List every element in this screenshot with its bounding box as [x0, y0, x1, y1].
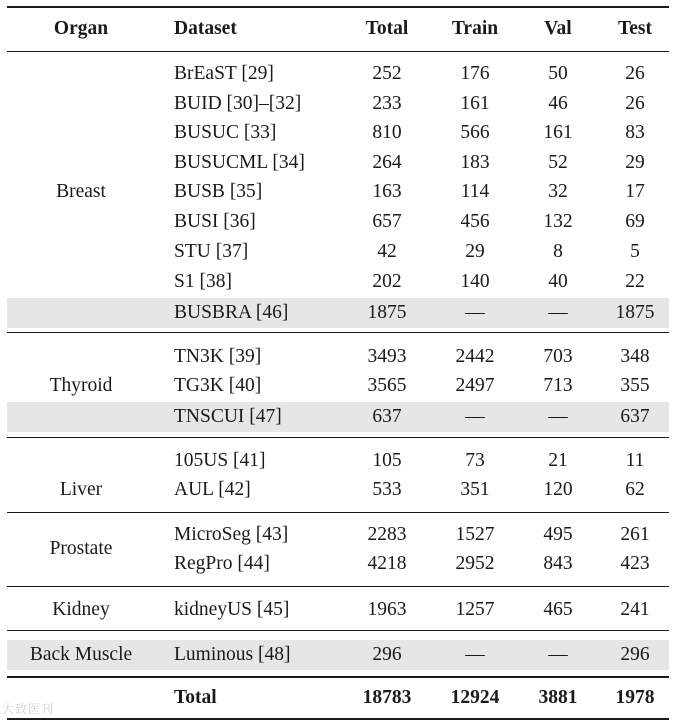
total-cell: 3493 — [367, 346, 407, 367]
group-rule — [7, 512, 669, 513]
watermark-text: 大致医刊 — [2, 702, 55, 716]
total-cell: 264 — [372, 152, 402, 173]
footer-label: Total — [174, 687, 217, 708]
total-cell: 2283 — [367, 524, 407, 545]
val-cell: 32 — [548, 181, 568, 202]
total-cell: 3565 — [367, 375, 407, 396]
total-cell: 1963 — [367, 599, 407, 620]
table-row — [7, 475, 669, 505]
organ-prostate: Prostate — [49, 538, 113, 559]
test-cell: 1875 — [615, 302, 655, 323]
bottom-rule — [7, 718, 669, 720]
table-row — [7, 549, 669, 579]
test-cell: 355 — [620, 375, 650, 396]
header-organ: Organ — [53, 18, 109, 39]
test-cell: 62 — [625, 479, 645, 500]
table-row — [7, 298, 669, 328]
table-row — [7, 402, 669, 432]
val-cell: — — [548, 644, 568, 665]
val-cell: 843 — [543, 553, 573, 574]
total-row — [7, 683, 669, 713]
train-cell: 183 — [460, 152, 490, 173]
train-cell: — — [465, 406, 485, 427]
train-cell: 2952 — [455, 553, 495, 574]
test-cell: 261 — [620, 524, 650, 545]
table-row — [7, 89, 669, 119]
total-cell: 233 — [372, 93, 402, 114]
organ-back-muscle: Back Muscle — [29, 644, 133, 665]
val-cell: 50 — [548, 63, 568, 84]
val-cell: 21 — [548, 450, 568, 471]
dataset-cell: 105US [41] — [174, 450, 266, 471]
total-cell: 657 — [372, 211, 402, 232]
test-cell: 348 — [620, 346, 650, 367]
total-cell: 1875 — [367, 302, 407, 323]
group-rule — [7, 332, 669, 333]
total-cell: 42 — [377, 241, 397, 262]
dataset-cell: TG3K [40] — [174, 375, 262, 396]
total-cell: 163 — [372, 181, 402, 202]
dataset-cell: BrEaST [29] — [174, 63, 274, 84]
group-rule — [7, 437, 669, 438]
table-row — [7, 267, 669, 297]
val-cell: — — [548, 302, 568, 323]
dataset-cell: BUSBRA [46] — [174, 302, 289, 323]
train-cell: 1257 — [455, 599, 495, 620]
dataset-cell: S1 [38] — [174, 271, 232, 292]
dataset-cell: AUL [42] — [174, 479, 251, 500]
total-cell: 533 — [372, 479, 402, 500]
table-row — [7, 342, 669, 372]
table-row — [7, 237, 669, 267]
val-cell: — — [548, 406, 568, 427]
total-cell: 202 — [372, 271, 402, 292]
val-cell: 465 — [543, 599, 573, 620]
dataset-cell: BUSB [35] — [174, 181, 263, 202]
test-cell: 11 — [625, 450, 645, 471]
table-row — [7, 371, 669, 401]
val-cell: 495 — [543, 524, 573, 545]
test-cell: 637 — [620, 406, 650, 427]
total-cell: 252 — [372, 63, 402, 84]
val-cell: 132 — [543, 211, 573, 232]
organ-kidney: Kidney — [52, 599, 110, 620]
train-cell: 140 — [460, 271, 490, 292]
header-train: Train — [451, 18, 499, 39]
table-row — [7, 177, 669, 207]
test-cell: 241 — [620, 599, 650, 620]
footer-train: 12924 — [450, 687, 500, 708]
dataset-cell: kidneyUS [45] — [174, 599, 290, 620]
total-cell: 637 — [372, 406, 402, 427]
table-row — [7, 118, 669, 148]
val-cell: 120 — [543, 479, 573, 500]
table-row — [7, 595, 669, 625]
test-cell: 423 — [620, 553, 650, 574]
val-cell: 713 — [543, 375, 573, 396]
train-cell: — — [465, 302, 485, 323]
train-cell: 2442 — [455, 346, 495, 367]
total-cell: 810 — [372, 122, 402, 143]
test-cell: 83 — [625, 122, 645, 143]
test-cell: 69 — [625, 211, 645, 232]
footer-val: 3881 — [538, 687, 578, 708]
val-cell: 52 — [548, 152, 568, 173]
test-cell: 22 — [625, 271, 645, 292]
dataset-cell: BUID [30]–[32] — [174, 93, 302, 114]
top-rule — [7, 6, 669, 8]
train-cell: 566 — [460, 122, 490, 143]
train-cell: 351 — [460, 479, 490, 500]
train-cell: 176 — [460, 63, 490, 84]
train-cell: 73 — [465, 450, 485, 471]
header-val: Val — [544, 18, 572, 39]
train-cell: 1527 — [455, 524, 495, 545]
dataset-cell: BUSI [36] — [174, 211, 256, 232]
total-cell: 296 — [372, 644, 402, 665]
group-rule — [7, 586, 669, 587]
train-cell: 114 — [460, 181, 490, 202]
train-cell: 2497 — [455, 375, 495, 396]
train-cell: — — [465, 644, 485, 665]
header-rule — [7, 51, 669, 52]
test-cell: 26 — [625, 93, 645, 114]
group-rule — [7, 630, 669, 631]
dataset-cell: RegPro [44] — [174, 553, 270, 574]
test-cell: 17 — [625, 181, 645, 202]
table-row — [7, 640, 669, 670]
total-cell: 105 — [372, 450, 402, 471]
dataset-cell: TN3K [39] — [174, 346, 262, 367]
footer-total: 18783 — [362, 687, 412, 708]
dataset-cell: STU [37] — [174, 241, 249, 262]
dataset-cell: Luminous [48] — [174, 644, 291, 665]
header-test: Test — [618, 18, 652, 39]
dataset-cell: BUSUCML [34] — [174, 152, 305, 173]
train-cell: 161 — [460, 93, 490, 114]
val-cell: 703 — [543, 346, 573, 367]
test-cell: 29 — [625, 152, 645, 173]
table-row — [7, 446, 669, 476]
dataset-cell: TNSCUI [47] — [174, 406, 282, 427]
test-cell: 26 — [625, 63, 645, 84]
val-cell: 40 — [548, 271, 568, 292]
dataset-cell: BUSUC [33] — [174, 122, 277, 143]
footer-rule — [7, 676, 669, 678]
test-cell: 5 — [630, 241, 640, 262]
header-dataset: Dataset — [174, 18, 237, 39]
val-cell: 161 — [543, 122, 573, 143]
train-cell: 456 — [460, 211, 490, 232]
header-total: Total — [365, 18, 409, 39]
footer-test: 1978 — [615, 687, 655, 708]
organ-liver: Liver — [59, 479, 103, 500]
test-cell: 296 — [620, 644, 650, 665]
organ-thyroid: Thyroid — [49, 375, 113, 396]
table-row — [7, 207, 669, 237]
table-row — [7, 148, 669, 178]
organ-breast: Breast — [56, 181, 106, 202]
total-cell: 4218 — [367, 553, 407, 574]
table-row — [7, 59, 669, 89]
val-cell: 8 — [553, 241, 563, 262]
dataset-cell: MicroSeg [43] — [174, 524, 289, 545]
val-cell: 46 — [548, 93, 568, 114]
header-row — [7, 14, 669, 44]
table-row — [7, 520, 669, 550]
train-cell: 29 — [465, 241, 485, 262]
